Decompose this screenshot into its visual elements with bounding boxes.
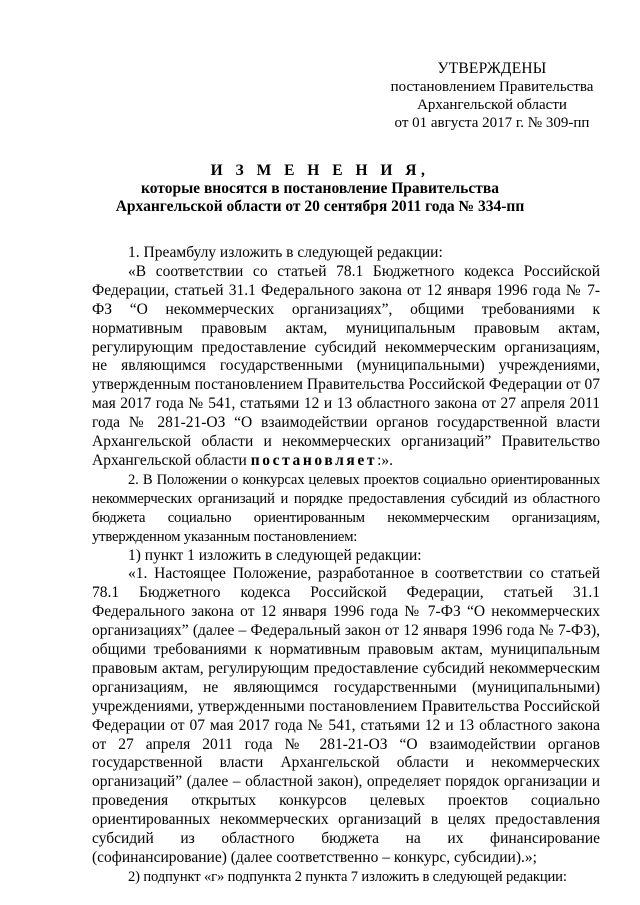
approval-block	[372, 60, 612, 132]
heading-title: И З М Е Н Е Н И Я,	[210, 162, 430, 179]
approval-title: УТВЕРЖДЕНЫ	[437, 60, 547, 77]
heading-subtitle-line: Архангельской области от 20 сентября 2011 года № 334-пп	[115, 198, 525, 215]
document-body	[92, 244, 600, 887]
paragraph-subitem-2: 2) подпункт «г» подпункта 2 пункта 7 изложить в следующей редакции:	[128, 868, 567, 885]
preamble-keyword: постановляет	[250, 451, 378, 469]
paragraph-item-2: 2. В Положении о конкурсах целевых проектов социально ориентированных некоммерческих организаций и порядке предоставления субсидий из областного бюджета социально ориентированным некоммерческим организациям, утвержденном указанным постановлением:	[92, 471, 600, 545]
approval-date-line: от 01 августа 2017 г. № 309-пп	[394, 115, 590, 131]
preamble-end: :».	[377, 451, 394, 469]
paragraph-clause-1: «1. Настоящее Положение, разработанное в соответствии со статьей 78.1 Бюджетного кодекса Российской Федерации, статьей 31.1 Федерального закона от 12 января 1996 года № 7-ФЗ “О некоммерческих организациях” (далее – Федеральный закон от 12 января 1996 года № 7-ФЗ), общими требованиями к нормативным правовым актам, муниципальным правовым актам, регулирующим предоставление субсидий некоммерческим организациям, не являющимся государственными (муниципальными) учреждениями, утвержденными постановлением Правительства Российской Федерации от 07 мая 2017 года № 541, статьями 12 и 13 областного закона от 27 апреля 2011 года № 281-21-ОЗ “О взаимодействии органов государственной власти Архангельской области и некоммерческих организаций” (далее – областной закон), определяет порядок организации и проведения открытых конкурсов целевых проектов социально ориентированных некоммерческих организаций в целях предоставления субсидий из областного бюджета на их финансирование (софинансирование) (далее соответственно – конкурс, субсидии).»;	[92, 565, 600, 866]
paragraph-subitem-1: 1) пункт 1 изложить в следующей редакции:	[128, 546, 422, 564]
paragraph-preamble	[92, 263, 600, 471]
approval-line: постановлением Правительства	[390, 79, 594, 95]
heading-subtitle-line: которые вносятся в постановление Правительства	[141, 180, 499, 197]
preamble-text: «В соответствии со статьей 78.1 Бюджетного кодекса Российской Федерации, статьей 31.1 Федерального закона от 12 января 1996 года № 7-ФЗ “О некоммерческих организациях”, общими требованиями к нормативным правовым актам, муниципальным правовым актам, регулирующим предоставление субсидий некоммерческим организациям, не являющимся государственными (муниципальными) учреждениями, утвержденным постановлением Правительства Российской Федерации от 07 мая 2017 года № 541, статьями 12 и 13 областного закона от 27 апреля 2011 года № 281-21-ОЗ “О взаимодействии органов государственной власти Архангельской области и некоммерческих организаций” Правительство Архангельской области	[92, 262, 600, 469]
paragraph-item-1: 1. Преамбулу изложить в следующей редакции:	[128, 244, 443, 261]
approval-line: Архангельской области	[417, 97, 567, 113]
document-heading	[60, 162, 580, 216]
